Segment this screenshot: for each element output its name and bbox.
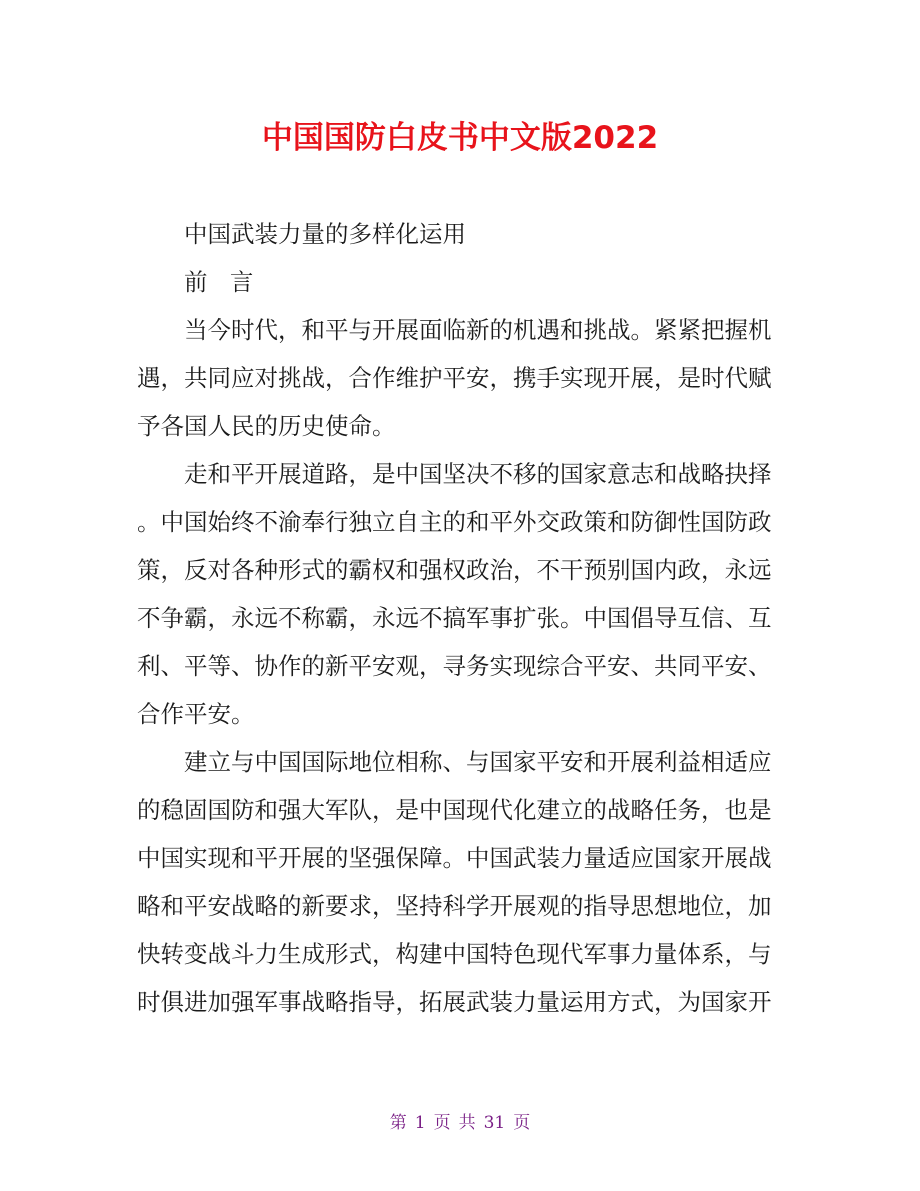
- paragraph-line: 建立与中国国际地位相称、与国家平安和开展利益相适应: [184, 748, 772, 776]
- footer-total-prefix: 共: [458, 1113, 476, 1133]
- paragraph-line: 走和平开展道路，是中国坚决不移的国家意志和战略抉择: [184, 460, 772, 488]
- paragraph-line: 利、平等、协作的新平安观，寻务实现综合平安、共同平安、: [137, 652, 772, 680]
- footer-page-word: 页: [433, 1113, 451, 1133]
- footer-current-page: 1: [414, 1113, 426, 1133]
- paragraph-line: 。中国始终不渝奉行独立自主的和平外交政策和防御性国防政: [137, 508, 772, 536]
- preface-heading: 前 言: [184, 268, 254, 296]
- paragraph-line: 中国实现和平开展的坚强保障。中国武装力量适应国家开展战: [137, 844, 772, 872]
- page-footer: [0, 1108, 920, 1138]
- section-heading: 中国武装力量的多样化运用: [184, 220, 466, 248]
- paragraph-line: 的稳固国防和强大军队，是中国现代化建立的战略任务，也是: [137, 796, 772, 824]
- paragraph-line: 时俱进加强军事战略指导，拓展武装力量运用方式，为国家开: [137, 988, 772, 1016]
- footer-page-prefix: 第: [389, 1113, 407, 1133]
- paragraph-line: 遇，共同应对挑战，合作维护平安，携手实现开展，是时代赋: [137, 364, 772, 392]
- paragraph-line: 不争霸，永远不称霸，永远不搞军事扩张。中国倡导互信、互: [137, 604, 772, 632]
- document-body: [137, 210, 787, 1026]
- footer-total-suffix: 页: [513, 1113, 531, 1133]
- paragraph-line: 快转变战斗力生成形式，构建中国特色现代军事力量体系，与: [137, 940, 772, 968]
- paragraph-line: 略和平安战略的新要求，坚持科学开展观的指导思想地位，加: [137, 892, 772, 920]
- paragraph-line: 合作平安。: [137, 700, 255, 728]
- footer-total-pages: 31: [483, 1113, 506, 1133]
- paragraph-line: 予各国人民的历史使命。: [137, 412, 396, 440]
- document-title: 中国国防白皮书中文版2022: [261, 120, 659, 156]
- paragraph-line: 策，反对各种形式的霸权和强权政治，不干预别国内政，永远: [137, 556, 772, 584]
- paragraph-line: 当今时代，和平与开展面临新的机遇和挑战。紧紧把握机: [184, 316, 772, 344]
